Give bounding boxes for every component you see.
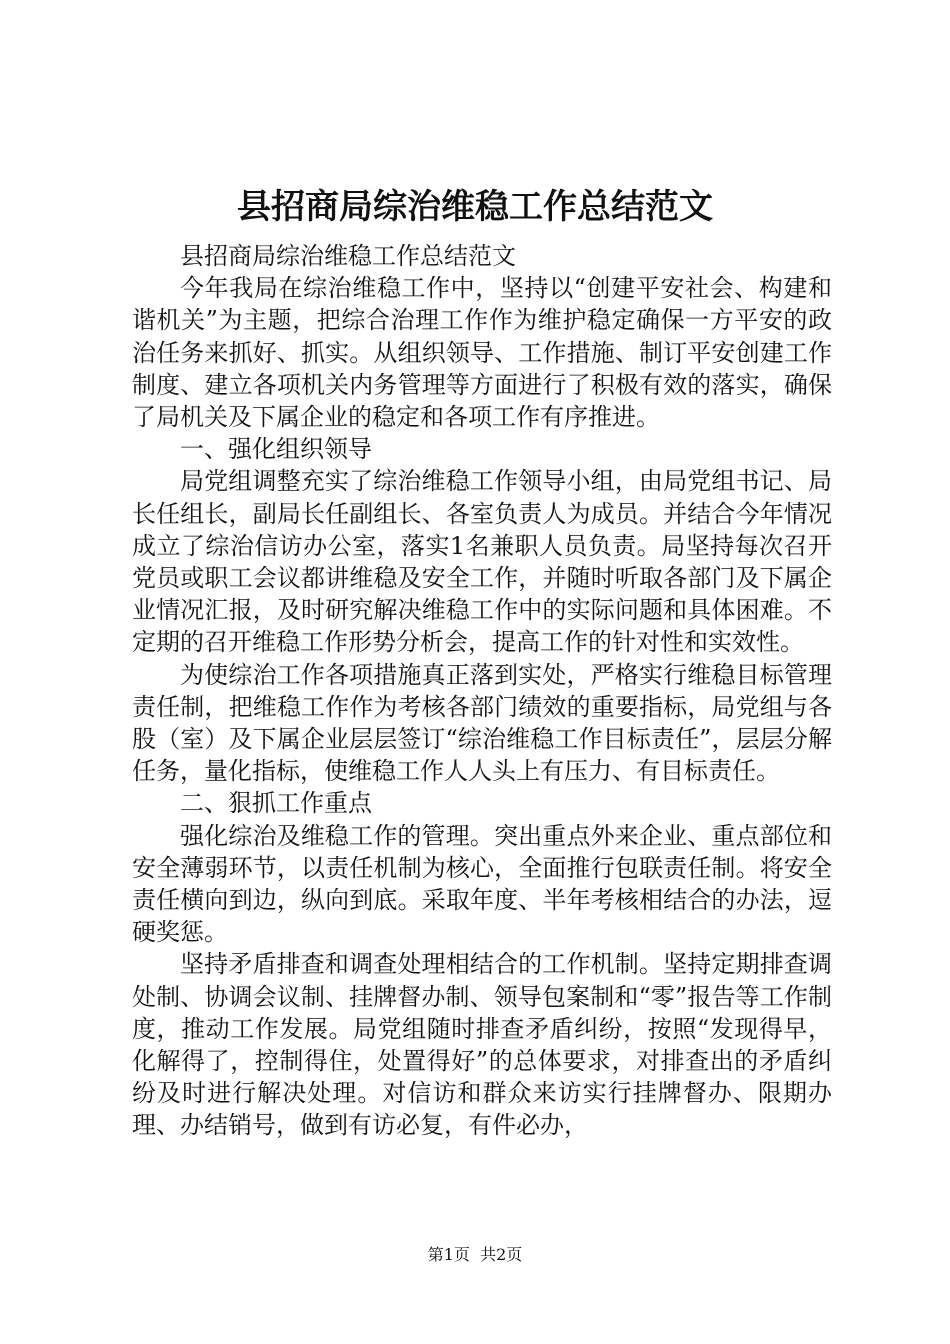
page-number: 第1页 [427, 1245, 470, 1264]
subtitle-paragraph: 县招商局综治维稳工作总结范文 [180, 242, 516, 270]
page-total: 共2页 [480, 1245, 523, 1264]
body-paragraph: 强化综治及维稳工作的管理。突出重点外来企业、重点部位和安全薄弱环节，以责任机制为核心，全面推行包联责任制。将安全责任横向到边，纵向到底。采取年度、半年考核相结合的办法，逗硬奖惩。 [132, 821, 832, 947]
section-heading-1: 一、强化组织领导 [180, 435, 372, 464]
page-footer [0, 1244, 950, 1266]
intro-paragraph: 今年我局在综治维稳工作中，坚持以“创建平安社会、构建和谐机关”为主题，把综合治理工作作为维护稳定确保一方平安的政治任务来抓好、抓实。从组织领导、工作措施、制订平安创建工作制度、建立各项机关内务管理等方面进行了积极有效的落实，确保了局机关及下属企业的稳定和各项工作有序推进。 [132, 274, 832, 432]
body-paragraph: 局党组调整充实了综治维稳工作领导小组，由局党组书记、局长任组长，副局长任副组长、各室负责人为成员。并结合今年情况成立了综治信访办公室，落实1名兼职人员负责。局坚持每次召开党员或职工会议都讲维稳及安全工作，并随时听取各部门及下属企业情况汇报，及时研究解决维稳工作中的实际问题和具体困难。不定期的召开维稳工作形势分析会，提高工作的针对性和实效性。 [132, 467, 832, 657]
section-heading-2: 二、狠抓工作重点 [180, 789, 372, 818]
document-body [132, 240, 832, 1142]
body-paragraph: 坚持矛盾排查和调查处理相结合的工作机制。坚持定期排查调处制、协调会议制、挂牌督办制、领导包案制和“零”报告等工作制度，推动工作发展。局党组随时排查矛盾纠纷，按照“发现得早，化解得了，控制得住，处置得好”的总体要求，对排查出的矛盾纠纷及时进行解决处理。对信访和群众来访实行挂牌督办、限期办理、办结销号，做到有访必复，有件必办， [132, 950, 832, 1140]
body-paragraph: 为使综治工作各项措施真正落到实处，严格实行维稳目标管理责任制，把维稳工作作为考核各部门绩效的重要指标，局党组与各股（室）及下属企业层层签订“综治维稳工作目标责任”，层层分解任务，量化指标，使维稳工作人人头上有压力、有目标责任。 [132, 660, 832, 786]
document-title: 县招商局综治维稳工作总结范文 [237, 187, 713, 227]
